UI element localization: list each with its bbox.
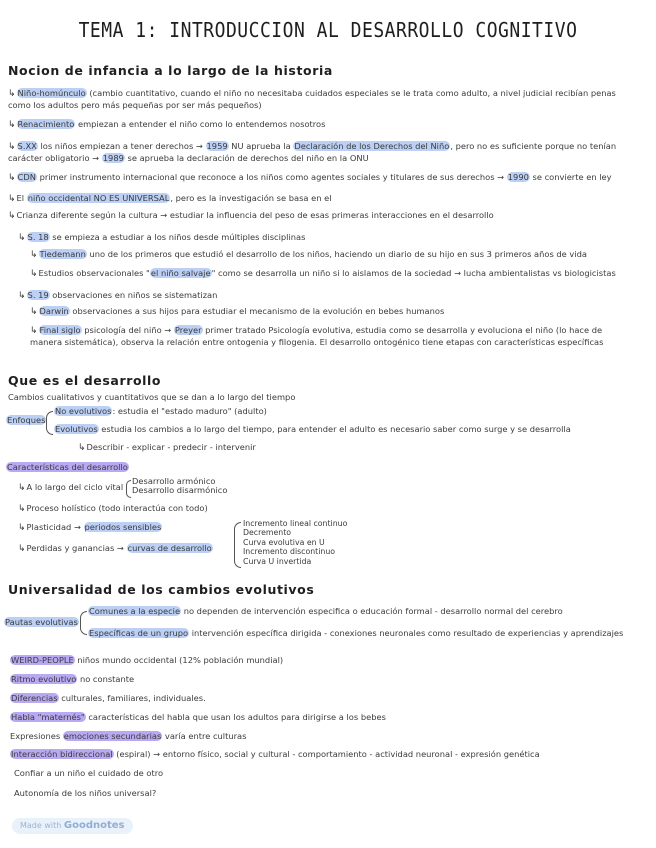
highlight-1990: 1990 [507,172,529,182]
highlight-1959: 1959 [206,141,228,151]
note-nino-homunculo: ↳ Niño-homúnculo (cambio cuantitativo, cuando el niño no necesitaba cuidados especiales se le trata como adulto, a nivel judicial recibían penas como los adultos pero más pequeñas por ser más pequeños) [8,88,616,110]
note-renacimiento: ↳ Renacimiento empiezan a entender el niño como lo entendemos nosotros [8,119,326,130]
note-ciclo-vital: ↳A lo largo del ciclo vital [18,482,124,493]
highlight-declaracion: Declaración de los Derechos del Niño [294,141,450,151]
highlight-nino-occidental: niño occidental NO ES UNIVERSAL [27,193,170,203]
note-tiedemann: ↳ Tiedemann uno de los primeros que estudió el desarrollo de los niños, haciendo un diario de su hijo en sus 3 primeros años de vida [30,249,587,260]
highlight-sxx: S.XX [17,141,37,151]
highlight-tiedemann: Tiedemann [39,249,86,259]
highlight-renacimiento: Renacimiento [17,119,75,129]
label-enfoques [6,415,46,426]
curva-item: Incremento discontinuo [243,547,336,557]
curva-item: Curva evolutiva en U [243,537,325,547]
highlight-diferencias: Diferencias [11,693,58,703]
definicion-desarrollo: Cambios cualitativos y cuantitativos que se dan a lo largo del tiempo [8,392,296,402]
note-nino-occidental: ↳El niño occidental NO ES UNIVERSAL, pero es la investigación se basa en el [8,193,332,204]
goodnotes-badge [12,818,133,834]
highlight-final-siglo: Final siglo [39,325,81,335]
note-estudios-observacionales: ↳Estudios observacionales "el niño salvaje" como se desarrolla un niño si lo aislamos de la sociedad → lucha ambientalistas vs biologicistas [30,268,616,279]
note-no-evolutivos: No evolutivos: estudia el "estado maduro" (adulto) [55,406,267,416]
highlight-periodos-sensibles: periodos sensibles [84,522,162,532]
curva-item: Incremento lineal continuo [243,519,348,528]
badge-brand: Goodnotes [63,820,125,831]
note-cdn: ↳ CDN primer instrumento internacional que reconoce a los niños como agentes sociales y titulares de sus derechos → 1990 se convierte en ley [8,172,612,183]
highlight-weird-people: WEIRD-PEOPLE [11,655,74,665]
note-ritmo: Ritmo evolutivo no constante [11,674,135,684]
section-heading-desarrollo: Que es el desarrollo [8,373,162,388]
section-heading-universalidad: Universalidad de los cambios evolutivos [8,582,315,597]
brace-enfoques [46,411,53,435]
highlight-nino-salvaje: el niño salvaje [150,268,211,278]
note-diferencias: Diferencias culturales, familiares, individuales. [11,693,206,703]
highlight-habla-maternes: Habla "maternés" [11,712,85,722]
ciclo-vital-options [132,477,227,495]
highlight-evolutivos: Evolutivos [55,424,98,434]
highlight-comunes-especie: Comunes a la especie [89,606,181,616]
note-s19: ↳ S. 19 observaciones en niños se sistematizan [18,290,218,301]
note-evolutivos: Evolutivos estudia los cambios a lo largo del tiempo, para entender el adulto es necesario saber como surge y se desarrolla [55,424,571,434]
highlight-preyer: Preyer [174,325,202,335]
note-s18: ↳ S. 18 se empieza a estudiar a los niños desde múltiples disciplinas [18,232,306,243]
highlight-s19: S. 19 [27,290,49,300]
note-darwin: ↳ Darwin observaciones a sus hijos para estudiar el mecanismo de la evolución en bebes humanos [30,306,445,317]
highlight-darwin: Darwin [39,306,69,316]
curva-item: Curva U invertida [243,556,312,566]
note-weird: WEIRD-PEOPLE niños mundo occidental (12% población mundial) [11,655,284,665]
option-armonico: Desarrollo armónico [132,476,216,486]
highlight-emociones-secundarias: emociones secundarias [63,731,162,741]
note-sxx: ↳ S.XX los niños empiezan a tener derechos → 1959 NU aprueba la Declaración de los Derechos del Niño, pero no es suficiente porque no tenían carácter obligatorio → 1989 se aprueba la declaración de derechos del niño en la ONU [8,141,617,163]
note-perdidas-ganancias: ↳Perdidas y ganancias → curvas de desarrollo [18,543,212,554]
highlight-enfoques: Enfoques [7,415,46,425]
brace-curvas [234,522,241,568]
note-crianza: ↳Crianza diferente según la cultura → estudiar la influencia del peso de esas primeras interacciones en el desarrollo [8,210,494,221]
highlight-ritmo-evolutivo: Ritmo evolutivo [11,674,77,684]
highlight-nino-homunculo: Niño-homúnculo [17,88,86,98]
curvas-list [243,519,347,566]
note-comunes-especie: Comunes a la especie no dependen de intervención especifica o educación formal - desarrollo normal del cerebro [89,606,563,616]
note-habla: Habla "maternés" características del habla que usan los adultos para dirigirse a los bebes [11,712,386,722]
curva-item: Decremento [243,528,292,538]
highlight-pautas-evolutivas: Pautas evolutivas [5,617,78,627]
page-title: TEMA 1: INTRODUCCION AL DESARROLLO COGNITIVO [78,18,578,43]
note-confiar: Confiar a un niño el cuidado de otro [14,768,164,778]
note-especificas-grupo: Específicas de un grupo intervención específica dirigida - conexiones neuronales como resultado de experiencias y aprendizajes [89,628,624,638]
highlight-1989: 1989 [102,152,124,163]
option-disarmonico: Desarrollo disarmónico [132,485,228,495]
highlight-no-evolutivos: No evolutivos [55,406,112,416]
label-caracteristicas [6,462,129,473]
note-interaccion: Interacción bidireccional (espiral) → entorno físico, social y cultural - comportamiento - actividad neuronal - expresión genética [11,749,540,759]
note-describir: ↳Describir - explicar - predecir - intervenir [78,442,256,453]
label-pautas [4,617,79,628]
note-plasticidad: ↳Plasticidad → periodos sensibles [18,522,162,533]
note-final-siglo: ↳ Final siglo psicología del niño → Preyer primer tratado Psicología evolutiva, estudia como se desarrolla y evoluciona el niño (lo hace de manera sistemática), observa la relación entre ontogenia y filogenia. El desarrollo ontogénico tiene etapas con características específicas [30,325,604,347]
highlight-cdn: CDN [17,172,36,182]
highlight-caracteristicas: Características del desarrollo [7,462,128,472]
section-heading-infancia: Nocion de infancia a lo largo de la historia [8,63,333,78]
brace-ciclo-vital [126,480,131,498]
note-holistico: ↳Proceso holístico (todo interactúa con todo) [18,503,208,514]
badge-made-with: Made with [20,821,62,830]
highlight-curvas-desarrollo: curvas de desarrollo [127,543,212,553]
highlight-especificas-grupo: Específicas de un grupo [89,628,189,638]
brace-pautas [80,611,87,635]
note-expresiones: Expresiones emociones secundarias varía entre culturas [10,731,247,741]
note-autonomia: Autonomía de los niños universal? [14,788,157,798]
highlight-s18: S. 18 [27,232,49,242]
highlight-interaccion-bidireccional: Interacción bidireccional [11,749,113,759]
